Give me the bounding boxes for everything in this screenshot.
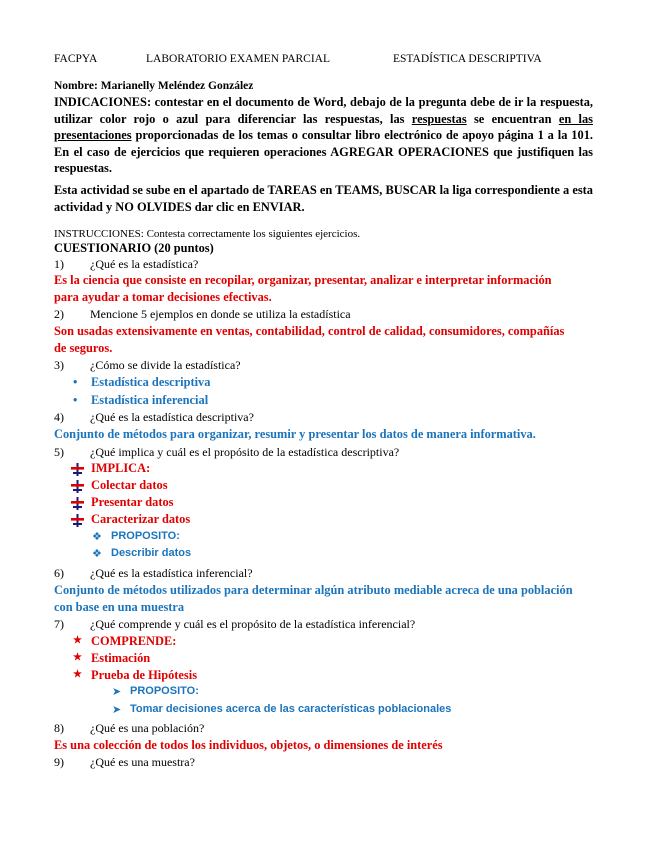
header-lab: LABORATORIO EXAMEN PARCIAL xyxy=(146,53,331,65)
pin-bullet-icon xyxy=(71,514,84,527)
answer-6-line-2: con base en una muestra xyxy=(54,600,185,614)
question-text: ¿Qué es la estadística descriptiva? xyxy=(90,410,254,424)
page-header xyxy=(54,53,614,67)
question-text: ¿Qué es una población? xyxy=(90,721,205,735)
sub-list-item-text: Describir datos xyxy=(111,547,192,559)
question-number: 9) xyxy=(54,755,64,769)
answer-6-line-1: Conjunto de métodos utilizados para determinar algún atributo mediable acreca de una población xyxy=(54,583,573,597)
question-text: ¿Qué implica y cuál es el propósito de la estadística descriptiva? xyxy=(90,445,400,459)
list-item-text: Presentar datos xyxy=(91,495,174,509)
header-org: FACPYA xyxy=(54,53,98,65)
star-bullet-icon: ★ xyxy=(73,669,82,680)
arrow-bullet-icon: ➤ xyxy=(112,686,122,698)
list-item-text: Prueba de Hipótesis xyxy=(91,668,198,682)
question-number: 4) xyxy=(54,410,64,424)
activity-note: Esta actividad se sube en el apartado de TAREAS en TEAMS, BUSCAR la liga correspondiente a esta actividad y NO OLVIDES dar clic en ENVIAR. xyxy=(54,183,593,214)
question-text: Mencione 5 ejemplos en donde se utiliza la estadística xyxy=(90,307,351,321)
answer-8-line-1: Es una colección de todos los individuos, objetos, o dimensiones de interés xyxy=(54,738,443,752)
sub-list-item-text: Tomar decisiones acerca de las características poblacionales xyxy=(130,703,452,715)
question-text: ¿Qué es la estadística inferencial? xyxy=(90,566,253,580)
list-item-text: Estadística inferencial xyxy=(91,393,209,407)
question-text: ¿Cómo se divide la estadística? xyxy=(90,358,241,372)
pin-bullet-icon xyxy=(71,480,84,493)
answer-4-line-1: Conjunto de métodos para organizar, resumir y presentar los datos de manera informativa. xyxy=(54,427,536,441)
bullet-icon: • xyxy=(73,393,78,407)
question-number: 8) xyxy=(54,721,64,735)
indications-text-2: se encuentran xyxy=(466,111,559,126)
answer-1-line-2: para ayudar a tomar decisiones efectivas. xyxy=(54,290,272,304)
question-number: 1) xyxy=(54,257,64,271)
instructions: INSTRUCCIONES: Contesta correctamente los siguientes ejercicios. xyxy=(54,228,361,240)
question-number: 6) xyxy=(54,566,64,580)
answer-1-line-1: Es la ciencia que consiste en recopilar, organizar, presentar, analizar e interpretar información xyxy=(54,273,552,287)
indications-text-3: proporcionadas de los temas o consultar libro electrónico de apoyo página 1 a la 101. En el caso de ejercicios que requieren operaciones AGREGAR OPERACIONES que justifiquen las respuestas. xyxy=(54,128,593,176)
question-text: ¿Qué comprende y cuál es el propósito de la estadística inferencial? xyxy=(90,617,416,631)
bullet-icon: • xyxy=(73,375,78,389)
header-subject: ESTADÍSTICA DESCRIPTIVA xyxy=(393,53,542,65)
answer-2-line-2: de seguros. xyxy=(54,341,113,355)
question-text: ¿Qué es la estadística? xyxy=(90,257,199,271)
pin-bullet-icon xyxy=(71,497,84,510)
list-item-text: Caracterizar datos xyxy=(91,512,191,526)
sub-list-item-text: PROPOSITO: xyxy=(130,685,199,697)
answer-2-line-1: Son usadas extensivamente en ventas, contabilidad, control de calidad, consumidores, compañías xyxy=(54,324,565,338)
diamond-bullet-icon: ❖ xyxy=(92,531,102,543)
star-bullet-icon: ★ xyxy=(73,635,82,646)
list-item-text: Estimación xyxy=(91,651,151,665)
indications-underline-2: en las presentaciones xyxy=(54,111,593,143)
list-item-text: Colectar datos xyxy=(91,478,168,492)
list-item-text: IMPLICA: xyxy=(91,461,151,475)
list-item-text: Estadística descriptiva xyxy=(91,375,211,389)
student-name: Nombre: Marianelly Meléndez González xyxy=(54,80,254,92)
pin-bullet-icon xyxy=(71,463,84,476)
question-text: ¿Qué es una muestra? xyxy=(90,755,195,769)
indications-text-1: INDICACIONES: contestar en el documento de Word, debajo de la pregunta debe de ir la respuesta, utilizar color rojo o azul para diferenciar las respuestas, las xyxy=(54,95,593,126)
question-number: 3) xyxy=(54,358,64,372)
list-item-text: COMPRENDE: xyxy=(91,634,177,648)
arrow-bullet-icon: ➤ xyxy=(112,704,122,716)
sub-list-item-text: PROPOSITO: xyxy=(111,530,180,542)
question-number: 5) xyxy=(54,445,64,459)
diamond-bullet-icon: ❖ xyxy=(92,548,102,560)
question-number: 7) xyxy=(54,617,64,631)
questionnaire-title: CUESTIONARIO (20 puntos) xyxy=(54,241,214,255)
indications xyxy=(54,94,593,177)
indications-underline-1: respuestas xyxy=(411,111,467,126)
question-number: 2) xyxy=(54,307,64,321)
star-bullet-icon: ★ xyxy=(73,652,82,663)
